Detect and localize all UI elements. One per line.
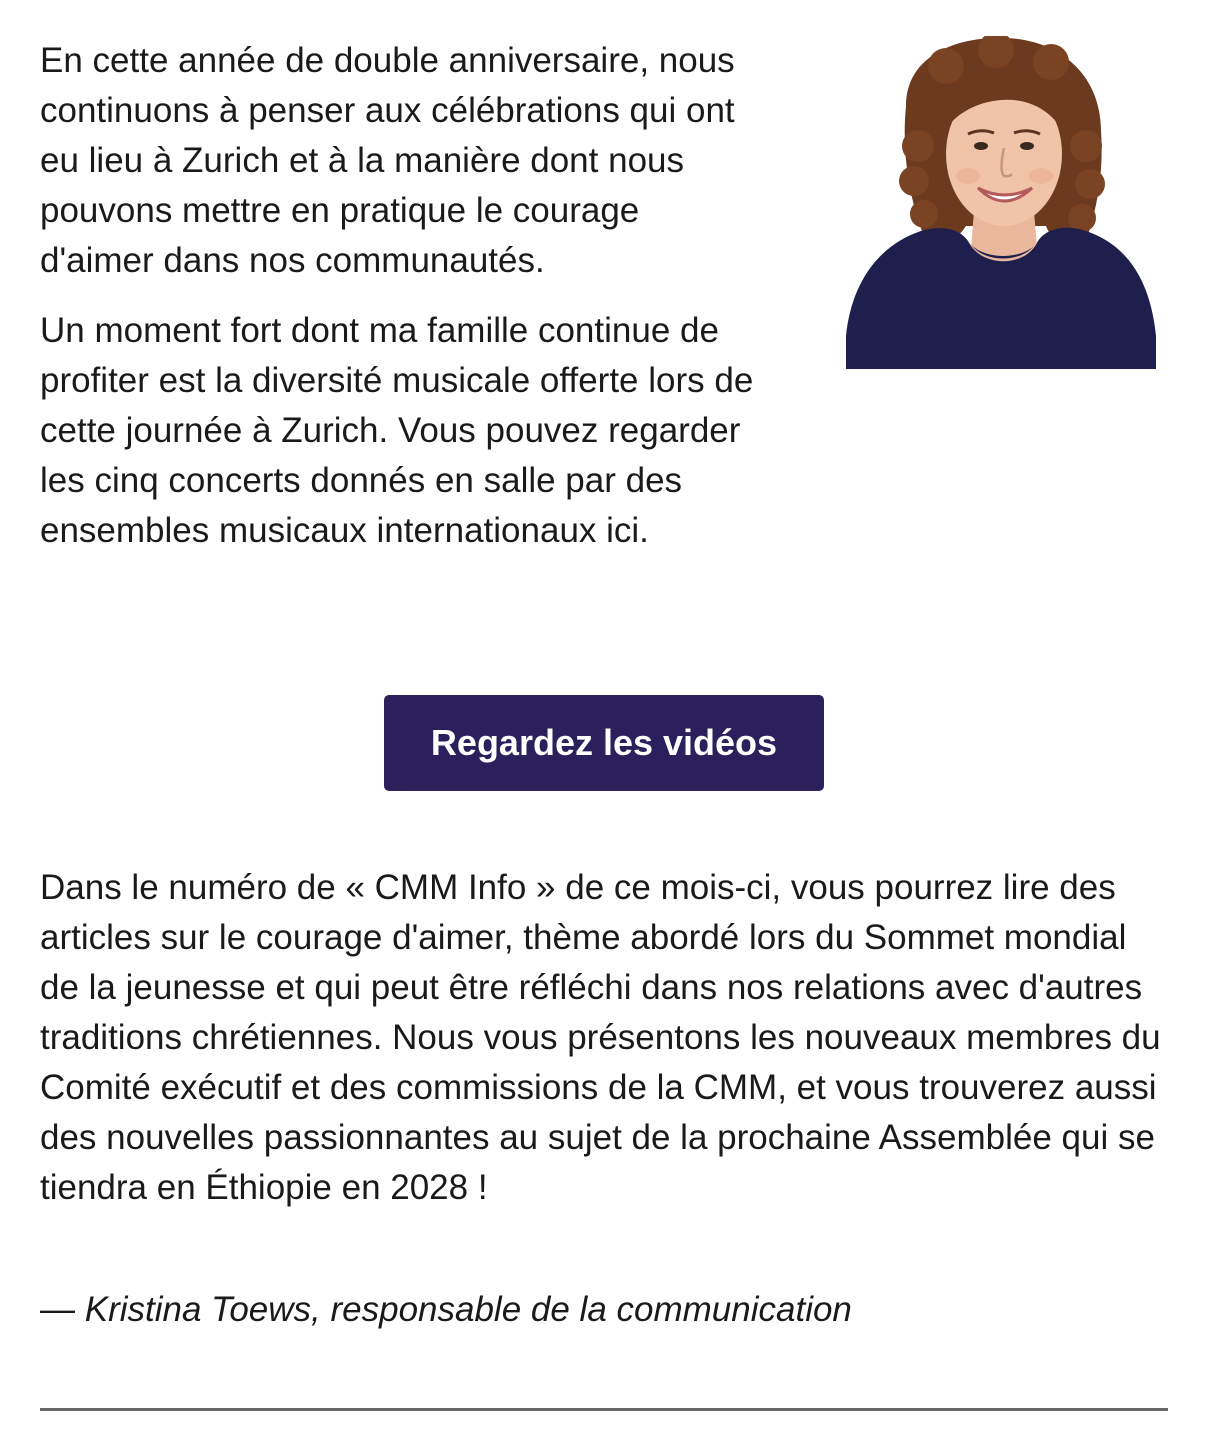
body-text: [40, 863, 1168, 1213]
signature-name: Kristina Toews, responsable de la communication: [84, 1290, 852, 1329]
author-portrait: [846, 36, 1156, 369]
body-paragraph: Dans le numéro de « CMM Info » de ce mois-ci, vous pourrez lire des articles sur le courage d'aimer, thème abordé lors du Sommet mondial de la jeunesse et qui peut être réfléchi dans nos relations avec d'autres traditions chrétiennes. Nous vous présentons les nouveaux membres du Comité exécutif et des commissions de la CMM, et vous trouverez aussi des nouvelles passionnantes au sujet de la prochaine Assemblée qui se tiendra en Éthiopie en 2028 !: [40, 868, 1161, 1207]
intro-text: [40, 36, 760, 556]
signature: [40, 1285, 852, 1335]
intro-paragraph-2: Un moment fort dont ma famille continue de profiter est la diversité musicale offerte lors de cette journée à Zurich. Vous pouvez regarder les cinq concerts donnés en salle par des ensembles musicaux internationaux ici.: [40, 311, 754, 550]
watch-videos-button[interactable]: Regardez les vidéos: [384, 695, 824, 791]
section-divider: [40, 1408, 1168, 1411]
newsletter-section: [40, 0, 1168, 1438]
intro-block: [40, 0, 1168, 660]
intro-paragraph-1: En cette année de double anniversaire, nous continuons à penser aux célébrations qui ont eu lieu à Zurich et à la manière dont nous pouvons mettre en pratique le courage d'aimer dans nos communautés.: [40, 41, 735, 280]
signature-dash: —: [40, 1290, 75, 1329]
cta-wrapper: [384, 695, 824, 791]
